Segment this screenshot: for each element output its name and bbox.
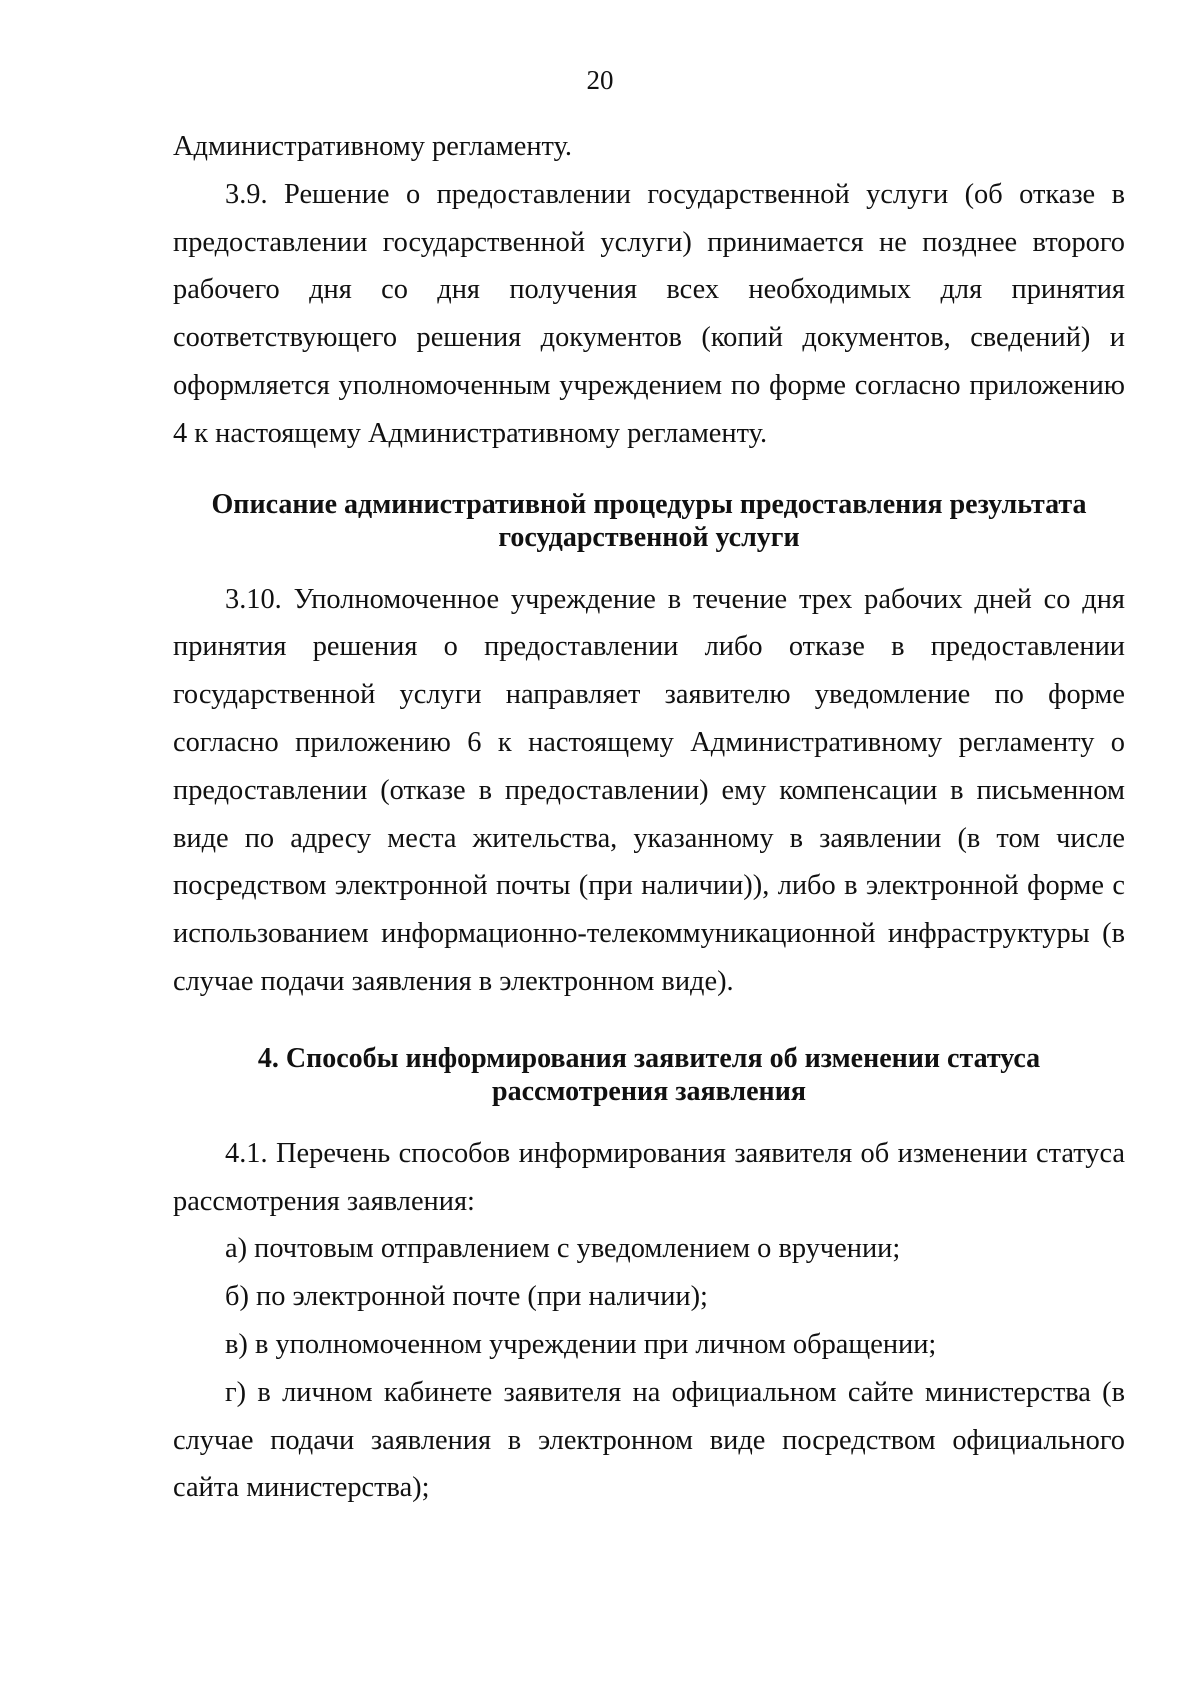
paragraph-3-10: 3.10. Уполномоченное учреждение в течение трех рабочих дней со дня принятия решения о предоставлении либо отказе в предоставлении государственной услуги направляет заявителю уведомление по форме согласно приложению 6 к настоящему Административному регламенту о предоставлении (отказе в предоставлении) ему компенсации в письменном виде по адресу места жительства, указанному в заявлении (в том числе посредством электронной почты (при наличии)), либо в электронной форме с использованием информационно-телекоммуникационной инфраструктуры (в случае подачи заявления в электронном виде). — [173, 583, 1125, 997]
paragraph-3-9: 3.9. Решение о предоставлении государственной услуги (об отказе в предоставлении государственной услуги) принимается не позднее второго рабочего дня со дня получения всех необходимых для принятия соответствующего решения документов (копий документов, сведений) и оформляется уполномоченным учреждением по форме согласно приложению 4 к настоящему Административному регламенту. — [173, 178, 1125, 449]
page-number: 20 — [586, 65, 614, 95]
paragraph-4-1: 4.1. Перечень способов информирования заявителя об изменении статуса рассмотрения заявления: — [173, 1137, 1125, 1217]
section-heading-line: рассмотрения заявления — [492, 1075, 806, 1107]
list-item: г) в личном кабинете заявителя на официальном сайте министерства (в случае подачи заявления в электронном виде посредством официального сайта министерства); — [173, 1376, 1125, 1504]
section-heading-informing — [173, 1042, 1125, 1108]
paragraph-continuation: Административному регламенту. — [173, 131, 573, 162]
list-item: в) в уполномоченном учреждении при личном обращении; — [225, 1328, 937, 1360]
list-item: б) по электронной почте (при наличии); — [225, 1281, 708, 1313]
section-heading-line: 4. Способы информирования заявителя об изменении статуса — [257, 1042, 1041, 1074]
section-heading-line: государственной услуги — [498, 521, 800, 553]
section-heading-line: Описание административной процедуры предоставления результата — [211, 488, 1087, 520]
section-heading-result — [173, 488, 1125, 554]
list-item: а) почтовым отправлением с уведомлением о вручении; — [225, 1233, 901, 1265]
document-body — [173, 123, 1125, 1512]
